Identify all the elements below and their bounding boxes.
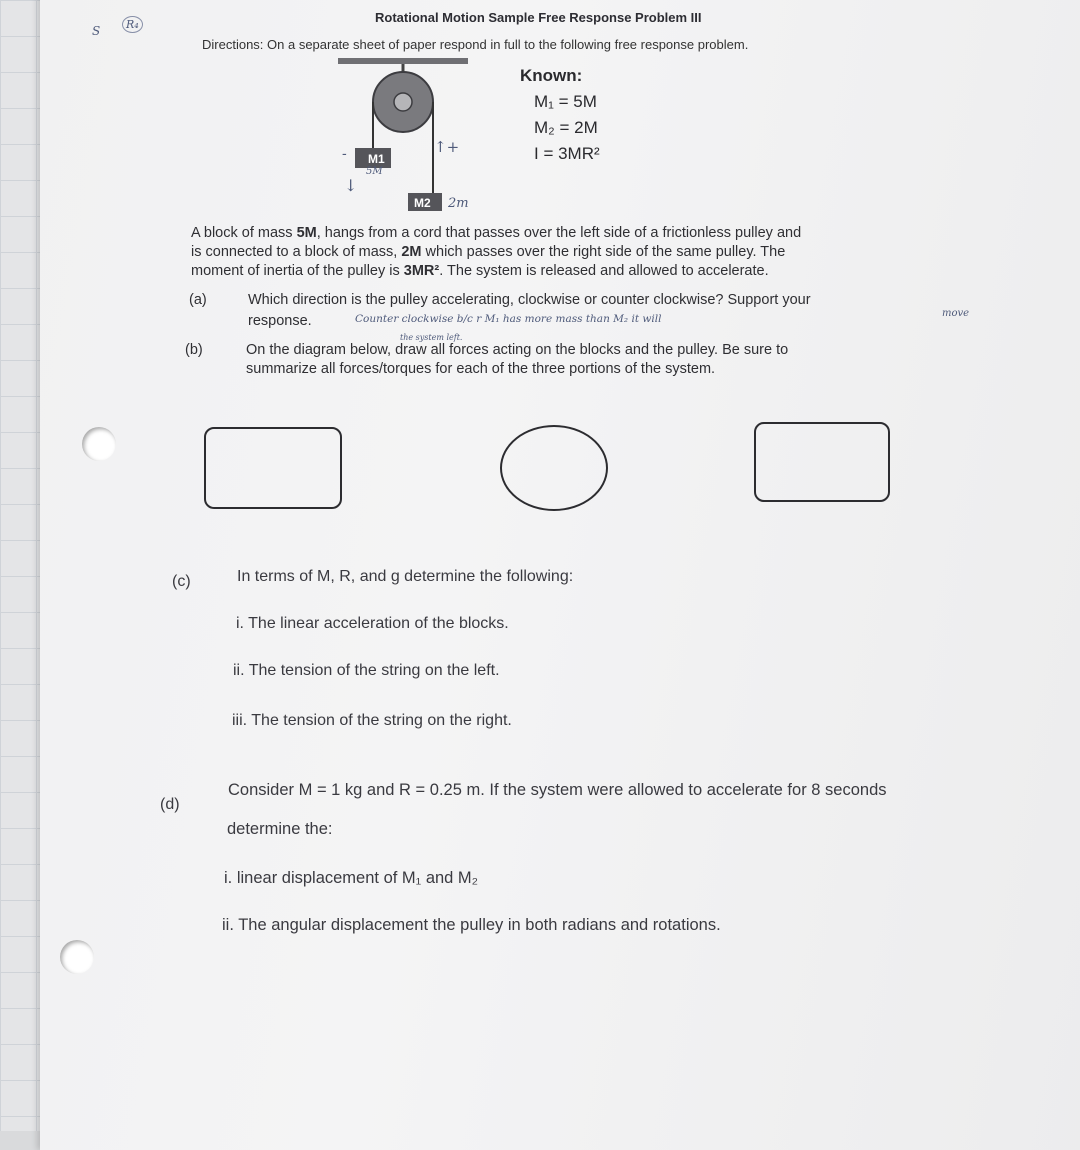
- block-m1-label: M1: [368, 152, 385, 166]
- known-m1: M₁ = 5M: [534, 92, 597, 111]
- part-d-item-2: ii. The angular displacement the pulley in both radians and rotations.: [222, 916, 721, 934]
- part-c-item-1: i. The linear acceleration of the blocks.: [236, 615, 509, 632]
- problem-line-1: A block of mass 5M, hangs from a cord that passes over the left side of a frictionless pulley and: [191, 225, 802, 241]
- pulley-axle: [394, 93, 412, 111]
- known-inertia: I = 3MR²: [534, 144, 600, 163]
- directions-text: Directions: On a separate sheet of paper respond in full to the following free response problem.: [202, 37, 749, 52]
- pulley-free-body-circle: [500, 425, 608, 511]
- part-a-label: (a): [189, 292, 207, 308]
- part-a-question-line-1: Which direction is the pulley accelerating, clockwise or counter clockwise? Support your: [248, 292, 811, 308]
- page-title: Rotational Motion Sample Free Response Problem III: [375, 10, 702, 25]
- problem-line-3: moment of inertia of the pulley is 3MR². The system is released and allowed to accelerate.: [191, 263, 769, 279]
- part-d-item-1: i. linear displacement of M₁ and M₂: [224, 869, 479, 887]
- part-b-question-line-1: On the diagram below, draw all forces acting on the blocks and the pulley. Be sure to: [246, 342, 789, 358]
- part-c-intro: In terms of M, R, and g determine the following:: [237, 568, 574, 585]
- m1-free-body-box: [204, 427, 342, 509]
- part-c-label: (c): [172, 573, 191, 590]
- part-d-question-line-1: Consider M = 1 kg and R = 0.25 m. If the system were allowed to accelerate for 8 seconds: [228, 781, 887, 799]
- part-a-handwritten-answer-end: move: [942, 308, 970, 319]
- binder-hole-bottom: [60, 940, 94, 974]
- block-m2-label: M2: [414, 196, 431, 210]
- part-c-item-3: iii. The tension of the string on the right.: [232, 712, 512, 729]
- part-b-label: (b): [185, 342, 203, 358]
- part-d-question-line-2: determine the:: [227, 820, 333, 838]
- handwritten-down-arrow: ↓: [344, 176, 358, 195]
- part-a-handwritten-answer-below: the system left.: [400, 333, 463, 342]
- handwritten-minus: -: [342, 146, 347, 162]
- part-d-label: (d): [160, 796, 180, 813]
- handwritten-plus-arrow: ↑+: [434, 138, 460, 156]
- part-c-item-2: ii. The tension of the string on the left.: [233, 662, 500, 679]
- margin-mark-circled: R₄: [122, 16, 143, 33]
- part-a-question-line-2: response.: [248, 313, 312, 329]
- binder-hole-top: [82, 427, 116, 461]
- part-a-handwritten-answer: Counter clockwise b/c r M₁ has more mass than M₂ it will: [355, 313, 662, 325]
- m2-free-body-box: [754, 422, 890, 502]
- ceiling-support: [338, 58, 468, 64]
- known-m2: M₂ = 2M: [534, 118, 598, 137]
- known-heading: Known:: [520, 66, 583, 85]
- problem-line-2: is connected to a block of mass, 2M which passes over the right side of the same pulley. The: [191, 244, 786, 260]
- part-b-question-line-2: summarize all forces/torques for each of the three portions of the system.: [246, 361, 716, 377]
- handwritten-2m: 2m: [448, 196, 469, 211]
- handwritten-5m: 5M: [366, 166, 383, 177]
- margin-mark-s: S: [92, 24, 101, 38]
